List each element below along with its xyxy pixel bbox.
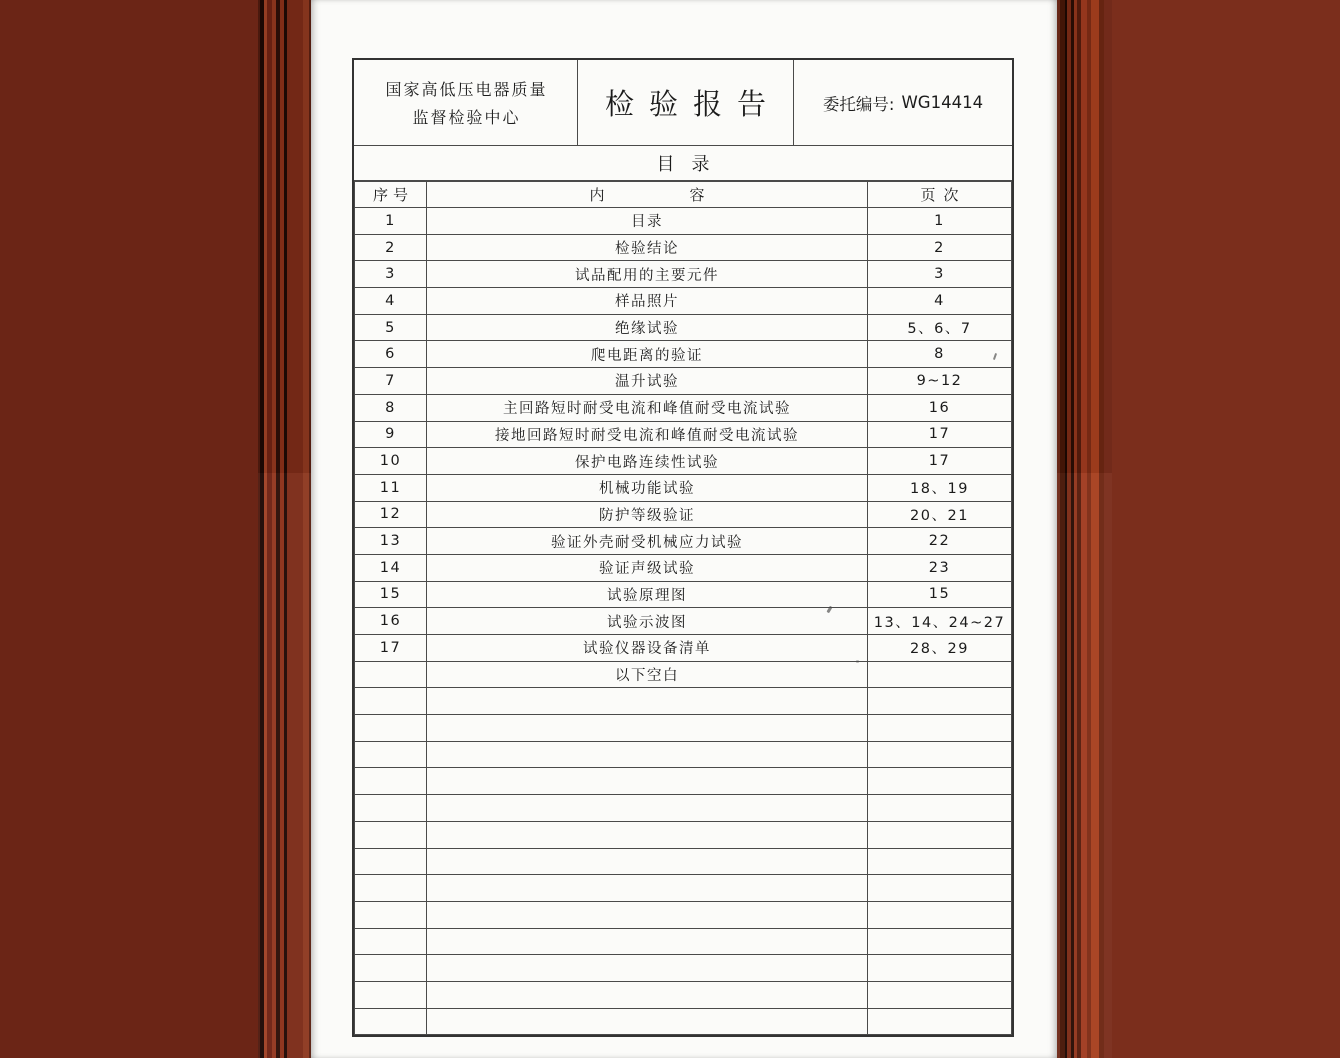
table-row — [355, 394, 1012, 421]
table-row — [355, 314, 1012, 341]
toc-no-cell: 17 — [355, 635, 427, 662]
report-title-cell — [578, 60, 794, 145]
toc-content-cell — [427, 1008, 868, 1035]
table-row — [355, 368, 1012, 395]
toc-pages-cell: 28、29 — [868, 635, 1012, 662]
toc-no-cell — [355, 715, 427, 742]
table-row — [355, 341, 1012, 368]
table-row — [355, 661, 1012, 688]
table-row — [355, 848, 1012, 875]
toc-content-cell: 绝缘试验 — [427, 314, 868, 341]
toc-no-cell: 16 — [355, 608, 427, 635]
toc-col-header-content: 内容 — [427, 182, 868, 208]
toc-pages-cell: 9~12 — [868, 368, 1012, 395]
toc-pages-cell — [868, 1008, 1012, 1035]
toc-pages-cell: 3 — [868, 261, 1012, 288]
toc-no-cell: 15 — [355, 581, 427, 608]
table-row — [355, 875, 1012, 902]
table-row — [355, 688, 1012, 715]
toc-no-cell: 6 — [355, 341, 427, 368]
toc-pages-cell: 17 — [868, 421, 1012, 448]
toc-no-cell: 11 — [355, 474, 427, 501]
table-row — [355, 501, 1012, 528]
toc-pages-cell — [868, 981, 1012, 1008]
toc-no-cell: 8 — [355, 394, 427, 421]
toc-no-cell — [355, 928, 427, 955]
table-row — [355, 901, 1012, 928]
toc-no-cell: 14 — [355, 554, 427, 581]
toc-col-header-pages: 页次 — [868, 182, 1012, 208]
toc-pages-cell: 13、14、24~27 — [868, 608, 1012, 635]
table-row — [355, 554, 1012, 581]
toc-pages-cell: 23 — [868, 554, 1012, 581]
toc-content-cell — [427, 875, 868, 902]
table-row — [355, 448, 1012, 475]
toc-table — [354, 181, 1012, 1035]
toc-content-cell: 防护等级验证 — [427, 501, 868, 528]
toc-no-cell: 4 — [355, 288, 427, 315]
toc-no-cell — [355, 875, 427, 902]
toc-content-cell — [427, 901, 868, 928]
toc-body — [355, 208, 1012, 1035]
toc-section-title: 目录 — [656, 154, 727, 175]
toc-content-cell: 温升试验 — [427, 368, 868, 395]
toc-no-cell — [355, 848, 427, 875]
toc-content-cell — [427, 688, 868, 715]
table-row — [355, 208, 1012, 235]
toc-no-cell — [355, 688, 427, 715]
toc-content-cell: 目录 — [427, 208, 868, 235]
wood-frame-left — [258, 0, 312, 1058]
toc-pages-cell — [868, 715, 1012, 742]
toc-pages-cell: 8 — [868, 341, 1012, 368]
toc-pages-cell — [868, 901, 1012, 928]
paper — [311, 0, 1057, 1058]
toc-content-cell — [427, 955, 868, 982]
toc-no-cell: 2 — [355, 234, 427, 261]
entrust-number-cell — [794, 60, 1012, 145]
toc-pages-cell: 2 — [868, 234, 1012, 261]
entrust-number-value: WG14414 — [901, 93, 984, 112]
toc-content-cell — [427, 848, 868, 875]
toc-content-cell: 保护电路连续性试验 — [427, 448, 868, 475]
backdrop-left — [0, 0, 258, 1058]
report-header — [354, 60, 1012, 146]
report-title: 检验报告 — [604, 87, 781, 121]
toc-pages-cell — [868, 661, 1012, 688]
toc-content-cell: 接地回路短时耐受电流和峰值耐受电流试验 — [427, 421, 868, 448]
toc-content-cell: 检验结论 — [427, 234, 868, 261]
table-row — [355, 928, 1012, 955]
toc-content-cell: 验证外壳耐受机械应力试验 — [427, 528, 868, 555]
org-name — [354, 60, 578, 145]
toc-content-cell: 试验仪器设备清单 — [427, 635, 868, 662]
toc-no-cell: 12 — [355, 501, 427, 528]
backdrop-right — [1112, 0, 1340, 1058]
toc-content-cell — [427, 981, 868, 1008]
toc-content-cell — [427, 928, 868, 955]
toc-pages-cell — [868, 741, 1012, 768]
toc-content-cell: 机械功能试验 — [427, 474, 868, 501]
report-document — [352, 58, 1014, 1037]
toc-no-cell — [355, 955, 427, 982]
toc-content-cell — [427, 768, 868, 795]
toc-section-title-row — [354, 146, 1012, 181]
toc-no-cell: 5 — [355, 314, 427, 341]
wood-frame-right — [1057, 0, 1112, 1058]
scan-artifact — [856, 660, 859, 663]
toc-content-cell — [427, 715, 868, 742]
table-row — [355, 955, 1012, 982]
wood-grain-shade — [1057, 0, 1112, 473]
table-row — [355, 635, 1012, 662]
toc-content-cell: 主回路短时耐受电流和峰值耐受电流试验 — [427, 394, 868, 421]
table-row — [355, 581, 1012, 608]
toc-no-cell — [355, 768, 427, 795]
toc-pages-cell: 22 — [868, 528, 1012, 555]
toc-pages-cell: 16 — [868, 394, 1012, 421]
toc-no-cell — [355, 741, 427, 768]
org-name-line1: 国家高低压电器质量 — [385, 80, 548, 99]
toc-no-cell: 7 — [355, 368, 427, 395]
toc-no-cell: 13 — [355, 528, 427, 555]
table-row — [355, 715, 1012, 742]
toc-pages-cell — [868, 768, 1012, 795]
wood-grain-light — [1057, 473, 1112, 1058]
toc-pages-cell — [868, 875, 1012, 902]
toc-content-cell: 以下空白 — [427, 661, 868, 688]
toc-pages-cell: 4 — [868, 288, 1012, 315]
toc-pages-cell — [868, 688, 1012, 715]
toc-pages-cell — [868, 955, 1012, 982]
toc-pages-cell: 5、6、7 — [868, 314, 1012, 341]
toc-no-cell — [355, 795, 427, 822]
table-row — [355, 768, 1012, 795]
toc-pages-cell — [868, 821, 1012, 848]
toc-no-cell — [355, 1008, 427, 1035]
toc-content-cell: 试验示波图 — [427, 608, 868, 635]
toc-content-cell: 验证声级试验 — [427, 554, 868, 581]
table-row — [355, 234, 1012, 261]
toc-no-cell: 10 — [355, 448, 427, 475]
toc-header-row — [355, 182, 1012, 208]
wood-grain-light — [258, 473, 312, 1058]
toc-pages-cell: 15 — [868, 581, 1012, 608]
table-row — [355, 474, 1012, 501]
table-row — [355, 821, 1012, 848]
toc-no-cell — [355, 821, 427, 848]
table-row — [355, 421, 1012, 448]
toc-content-cell — [427, 821, 868, 848]
table-row — [355, 1008, 1012, 1035]
table-row — [355, 741, 1012, 768]
table-row — [355, 795, 1012, 822]
toc-content-cell — [427, 741, 868, 768]
toc-pages-cell — [868, 795, 1012, 822]
wood-grain-shade — [258, 0, 312, 473]
toc-content-cell: 样品照片 — [427, 288, 868, 315]
toc-no-cell — [355, 901, 427, 928]
toc-pages-cell: 1 — [868, 208, 1012, 235]
toc-content-cell — [427, 795, 868, 822]
table-row — [355, 528, 1012, 555]
toc-no-cell: 1 — [355, 208, 427, 235]
toc-pages-cell: 20、21 — [868, 501, 1012, 528]
toc-col-header-no: 序号 — [355, 182, 427, 208]
toc-content-cell: 试验原理图 — [427, 581, 868, 608]
toc-pages-cell — [868, 928, 1012, 955]
toc-no-cell — [355, 981, 427, 1008]
toc-pages-cell: 17 — [868, 448, 1012, 475]
toc-no-cell — [355, 661, 427, 688]
toc-no-cell: 9 — [355, 421, 427, 448]
toc-content-cell: 爬电距离的验证 — [427, 341, 868, 368]
toc-pages-cell: 18、19 — [868, 474, 1012, 501]
table-row — [355, 261, 1012, 288]
table-row — [355, 608, 1012, 635]
table-row — [355, 981, 1012, 1008]
toc-pages-cell — [868, 848, 1012, 875]
table-row — [355, 288, 1012, 315]
org-name-line2: 监督检验中心 — [412, 108, 521, 127]
toc-no-cell: 3 — [355, 261, 427, 288]
toc-content-cell: 试品配用的主要元件 — [427, 261, 868, 288]
entrust-number-label: 委托编号: — [822, 94, 895, 114]
